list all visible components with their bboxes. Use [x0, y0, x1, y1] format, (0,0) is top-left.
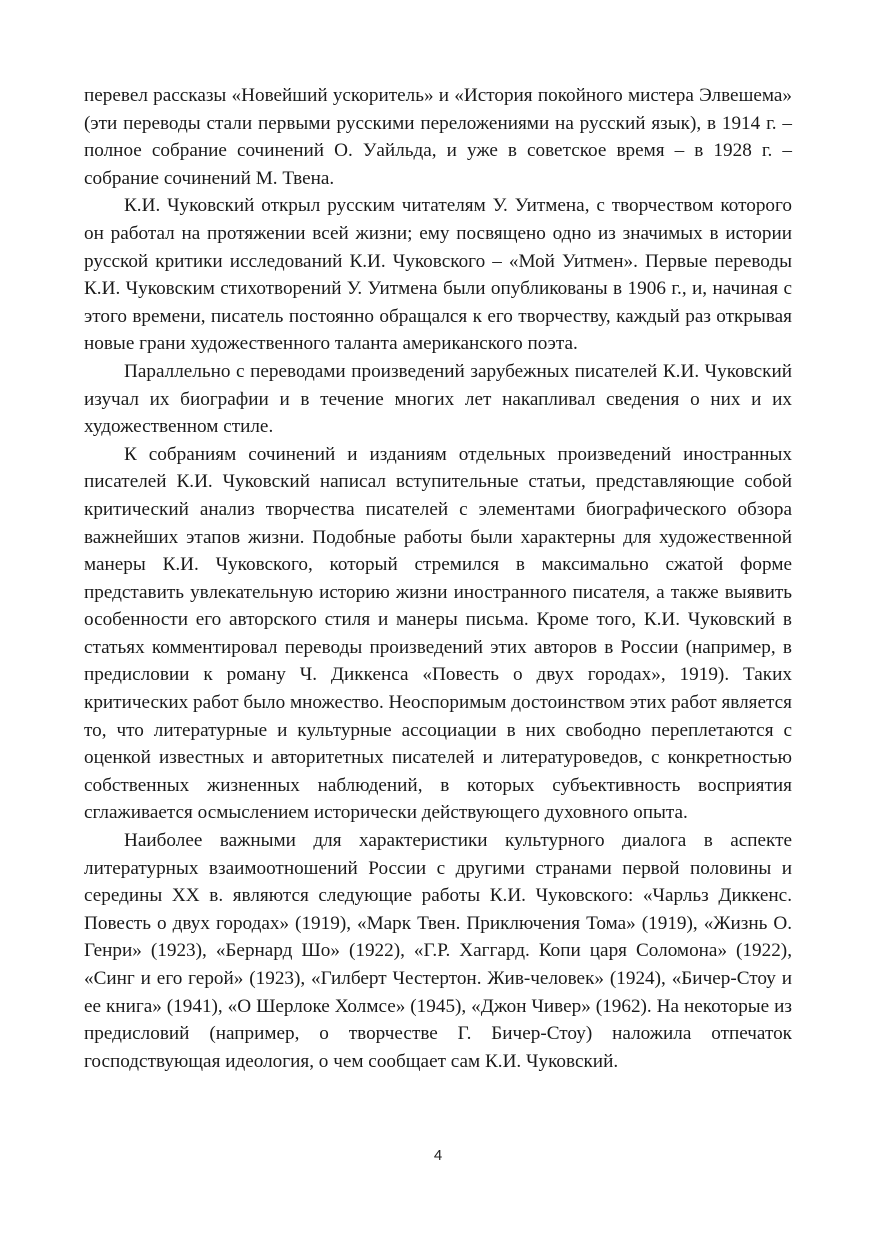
- body-text: [84, 82, 792, 1075]
- paragraph-4: К собраниям сочинений и изданиям отдельных произведений иностранных писателей К.И. Чуковский написал вступительные статьи, представляющие собой критический анализ творчества писателей с элементами биографического обзора важнейших этапов жизни. Подобные работы были характерны для художественной манеры К.И. Чуковского, который стремился в максимально сжатой форме представить увлекательную историю жизни иностранного писателя, а также выявить особенности его авторского стиля и манеры письма. Кроме того, К.И. Чуковский в статьях комментировал переводы произведений этих авторов в России (например, в предисловии к роману Ч. Диккенса «Повесть о двух городах», 1919). Таких критических работ было множество. Неоспоримым достоинством этих работ является то, что литературные и культурные ассоциации в них свободно переплетаются с оценкой известных и авторитетных писателей и литературоведов, с конкретностью собственных жизненных наблюдений, в которых субъективность восприятия сглаживается осмыслением исторически действующего духовного опыта.: [84, 443, 792, 824]
- paragraph-3: Параллельно с переводами произведений зарубежных писателей К.И. Чуковский изучал их биографии и в течение многих лет накапливал сведения о них и их художественном стиле.: [84, 360, 792, 438]
- paragraph-2: К.И. Чуковский открыл русским читателям У. Уитмена, с творчеством которого он работал на протяжении всей жизни; ему посвящено одно из значимых в истории русской критики исследований К.И. Чуковского – «Мой Уитмен». Первые переводы К.И. Чуковским стихотворений У. Уитмена были опубликованы в 1906 г., и, начиная с этого времени, писатель постоянно обращался к его творчеству, каждый раз открывая новые грани художественного таланта американского поэта.: [84, 195, 792, 355]
- paragraph-1: перевел рассказы «Новейший ускоритель» и «История покойного мистера Элвешема» (эти переводы стали первыми русскими переложениями на русский язык), в 1914 г. – полное собрание сочинений О. Уайльда, и уже в советское время – в 1928 г. – собрание сочинений М. Твена.: [84, 85, 792, 189]
- page-number: 4: [433, 1147, 443, 1164]
- paragraph-5: Наиболее важными для характеристики культурного диалога в аспекте литературных взаимоотношений России с другими странами первой половины и середины XX в. являются следующие работы К.И. Чуковского: «Чарльз Диккенс. Повесть о двух городах» (1919), «Марк Твен. Приключения Тома» (1919), «Жизнь О. Генри» (1923), «Бернард Шо» (1922), «Г.Р. Хаггард. Копи царя Соломона» (1922), «Синг и его герой» (1923), «Гилберт Честертон. Жив-человек» (1924), «Бичер-Стоу и ее книга» (1941), «О Шерлоке Холмсе» (1945), «Джон Чивер» (1962). На некоторые из предисловий (например, о творчестве Г. Бичер-Стоу) наложила отпечаток господствующая идеология, о чем сообщает сам К.И. Чуковский.: [84, 830, 792, 1072]
